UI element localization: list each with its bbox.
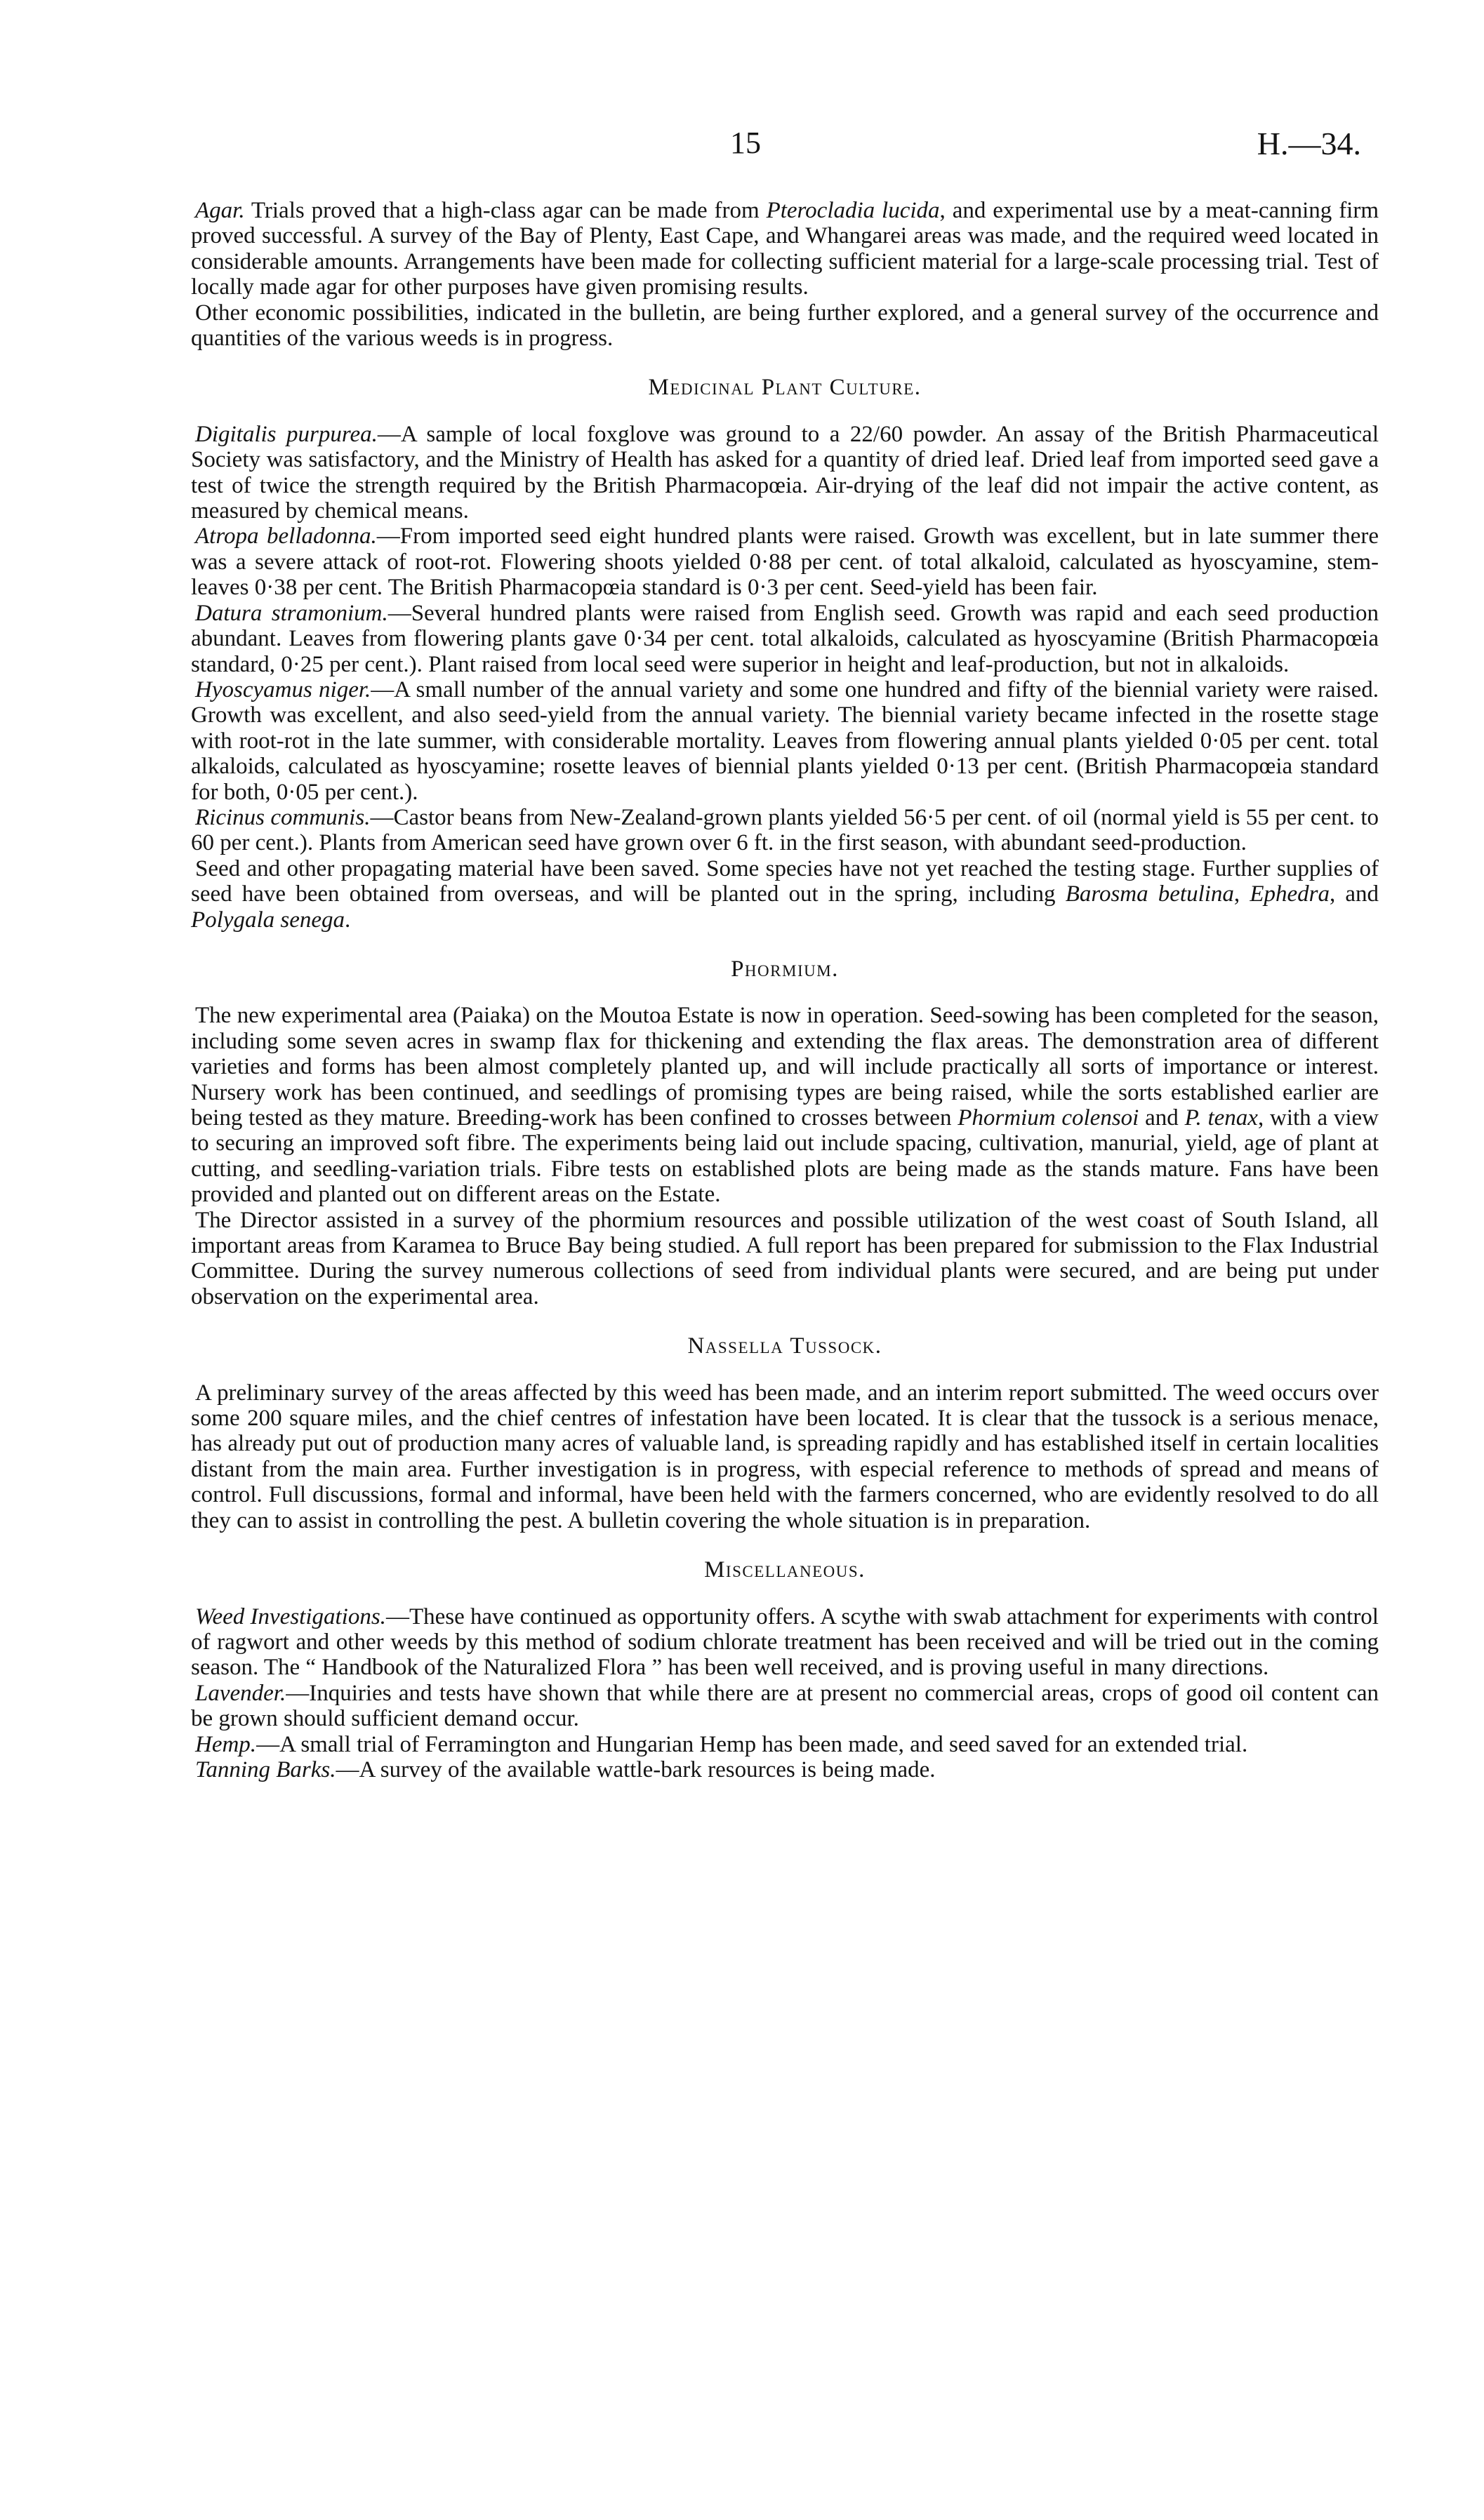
phormium-heading: Phormium. bbox=[731, 956, 839, 982]
hyoscyamus-text: —A small number of the annual variety and some one hundred and fifty of the biennial variety were raised. Growth was excellent, and also seed-yield from the annual variety. The biennial variety became infected in the rosette stage with root-rot in the late summer, with considerable mortality. Leaves from flowering annual plants yielded 0·05 per cent. total alkaloids, calculated as hyoscyamine; rosette leaves of biennial plants yielded 0·13 per cent. (British Pharmacopœia standard for both, 0·05 per cent.). bbox=[191, 676, 1379, 805]
atropa-paragraph bbox=[191, 524, 1379, 600]
lavender-paragraph bbox=[191, 1681, 1379, 1732]
datura-text: —Several hundred plants were raised from English seed. Growth was rapid and each seed production abundant. Leaves from flowering plants gave 0·34 per cent. total alkaloids, calculated as hyoscyamine (British Pharmacopœia standard, 0·25 per cent.). Plant raised from local seed were superior in height and leaf-production, but not in alkaloids. bbox=[191, 600, 1379, 677]
seed-species-1: Barosma betulina bbox=[1065, 881, 1234, 907]
hemp-text: —A small trial of Ferramington and Hungarian Hemp has been made, and seed saved for an extended trial. bbox=[256, 1731, 1248, 1757]
weed-head: Weed Investigations. bbox=[195, 1604, 386, 1629]
hemp-head: Hemp. bbox=[195, 1731, 257, 1757]
lavender-head: Lavender. bbox=[195, 1680, 286, 1706]
medicinal-heading: Medicinal Plant Culture. bbox=[648, 375, 922, 401]
datura-head: Datura stramonium. bbox=[195, 600, 388, 626]
lavender-text: —Inquiries and tests have shown that while there are at present no commercial areas, crops of good oil content can be grown should sufficient demand occur. bbox=[191, 1680, 1379, 1732]
seed-species-2: Ephedra bbox=[1250, 881, 1330, 907]
hyoscyamus-head: Hyoscyamus niger. bbox=[195, 676, 371, 702]
phormium-text-a: The new experimental area (Paiaka) on the Moutoa Estate is now in operation. Seed-sowing has been completed for the season, including some seven acres in swamp flax for thickening and extending the flax areas. The demonstration area of different varieties and forms has been almost completely planted up, and will include practically all sorts of importance or interest. Nursery work has been continued, and seedlings of promising types are being raised, while the sorts established earlier are being tested as they mature. Breeding-work has been confined to crosses between bbox=[191, 1003, 1379, 1131]
atropa-text: —From imported seed eight hundred plants were raised. Growth was excellent, but in late summer there was a severe attack of root-rot. Flowering shoots yielded 0·88 per cent. of total alkaloid, calculated as hyoscyamine, stem-leaves 0·38 per cent. The British Pharmacopœia standard is 0·3 per cent. Seed-yield has been fair. bbox=[191, 524, 1379, 601]
phormium-text-b: , with a view to securing an improved soft fibre. The experiments being laid out include spacing, cultivation, manurial, yield, age of plant at cutting, and seedling-variation trials. Fibre tests on established plots are being made as the stands mature. Fans have been provided and planted out on different areas on the Estate. bbox=[191, 1105, 1379, 1208]
tanning-head: Tanning Barks. bbox=[195, 1756, 336, 1782]
atropa-head: Atropa belladonna. bbox=[195, 524, 377, 549]
phormium-species-2: P. tenax bbox=[1184, 1105, 1258, 1131]
agar-paragraph bbox=[191, 198, 1379, 300]
miscellaneous-heading: Miscellaneous. bbox=[704, 1557, 866, 1583]
weed-paragraph bbox=[191, 1604, 1379, 1681]
ricinus-paragraph bbox=[191, 805, 1379, 856]
digitalis-paragraph bbox=[191, 422, 1379, 524]
seed-species-3: Polygala senega bbox=[191, 907, 345, 933]
agar-text-a: Trials proved that a high-class agar can be made from bbox=[244, 198, 767, 223]
seed-sep-2: , and bbox=[1329, 881, 1379, 907]
agar-head: Agar. bbox=[195, 198, 245, 223]
ricinus-head: Ricinus communis. bbox=[195, 804, 371, 830]
phormium-species-1: Phormium colensoi bbox=[958, 1105, 1139, 1131]
seed-sep-1: , bbox=[1233, 881, 1250, 907]
weed-text: —These have continued as opportunity offers. A scythe with swab attachment for experiments with control of ragwort and other weeds by this method of sodium chlorate treatment has been received and will be tried out in the coming season. The “ Handbook of the Naturalized Flora ” has been well received, and is proving useful in many directions. bbox=[191, 1604, 1379, 1681]
phormium-paragraph-1 bbox=[191, 1003, 1379, 1207]
phormium-paragraph-2: The Director assisted in a survey of the phormium resources and possible utilization of the west coast of South Island, all important areas from Karamea to Bruce Bay being studied. A full report has been prepared for submission to the Flax Industrial Committee. During the survey numerous collections of seed from individual plants were secured, and are being put under observation on the experimental area. bbox=[191, 1207, 1379, 1309]
seed-end: . bbox=[345, 907, 351, 933]
agar-text-b: , and experimental use by a meat-canning firm proved successful. A survey of the Bay of Plenty, East Cape, and Whangarei areas was made, and the required weed located in considerable amounts. Arrangements have been made for collecting sufficient material for a large-scale processing trial. Test of locally made agar for other purposes have given promising results. bbox=[191, 198, 1379, 300]
ricinus-text: —Castor beans from New-Zealand-grown plants yielded 56·5 per cent. of oil (normal yield is 55 per cent. to 60 per cent.). Plants from American seed have grown over 6 ft. in the first season, with abundant seed-production. bbox=[191, 804, 1379, 856]
nassella-paragraph: A preliminary survey of the areas affected by this weed has been made, and an interim report submitted. The weed occurs over some 200 square miles, and the chief centres of infestation have been located. It is clear that the tussock is a serious menace, has already put out of production many acres of valuable land, is spreading rapidly and has established itself in certain localities distant from the main area. Further investigation is in progress, with especial reference to methods of spread and means of control. Full discussions, formal and informal, have been held with the farmers concerned, who are evidently resolved to do all they can to assist in controlling the pest. A bulletin covering the whole situation is in preparation. bbox=[191, 1380, 1379, 1533]
document-body bbox=[191, 198, 1379, 1782]
agar-paragraph-2: Other economic possibilities, indicated in the bulletin, are being further explored, and a general survey of the occurrence and quantities of the various weeds is in progress. bbox=[191, 300, 1379, 352]
hemp-paragraph bbox=[191, 1732, 1379, 1757]
tanning-text: —A survey of the available wattle-bark resources is being made. bbox=[336, 1756, 936, 1782]
page-header bbox=[0, 125, 1484, 167]
digitalis-head: Digitalis purpurea. bbox=[195, 421, 378, 447]
seed-text: Seed and other propagating material have been saved. Some species have not yet reached the testing stage. Further supplies of seed have been obtained from overseas, and will be planted out in the spring, including bbox=[191, 855, 1379, 907]
tanning-paragraph bbox=[191, 1757, 1379, 1782]
agar-species: Pterocladia lucida bbox=[766, 198, 940, 223]
seed-paragraph bbox=[191, 856, 1379, 933]
document-reference: H.—34. bbox=[1257, 126, 1361, 161]
digitalis-text: —A sample of local foxglove was ground to a 22/60 powder. An assay of the British Pharmaceutical Society was satisfactory, and the Ministry of Health has asked for a quantity of dried leaf. Dried leaf from imported seed gave a test of twice the strength required by the British Pharmacopœia. Air-drying of the leaf did not impair the active content, as measured by chemical means. bbox=[191, 421, 1379, 524]
page-number: 15 bbox=[730, 126, 761, 160]
hyoscyamus-paragraph bbox=[191, 677, 1379, 805]
nassella-heading: Nassella Tussock. bbox=[687, 1333, 882, 1359]
phormium-and: and bbox=[1139, 1105, 1185, 1131]
datura-paragraph bbox=[191, 601, 1379, 677]
